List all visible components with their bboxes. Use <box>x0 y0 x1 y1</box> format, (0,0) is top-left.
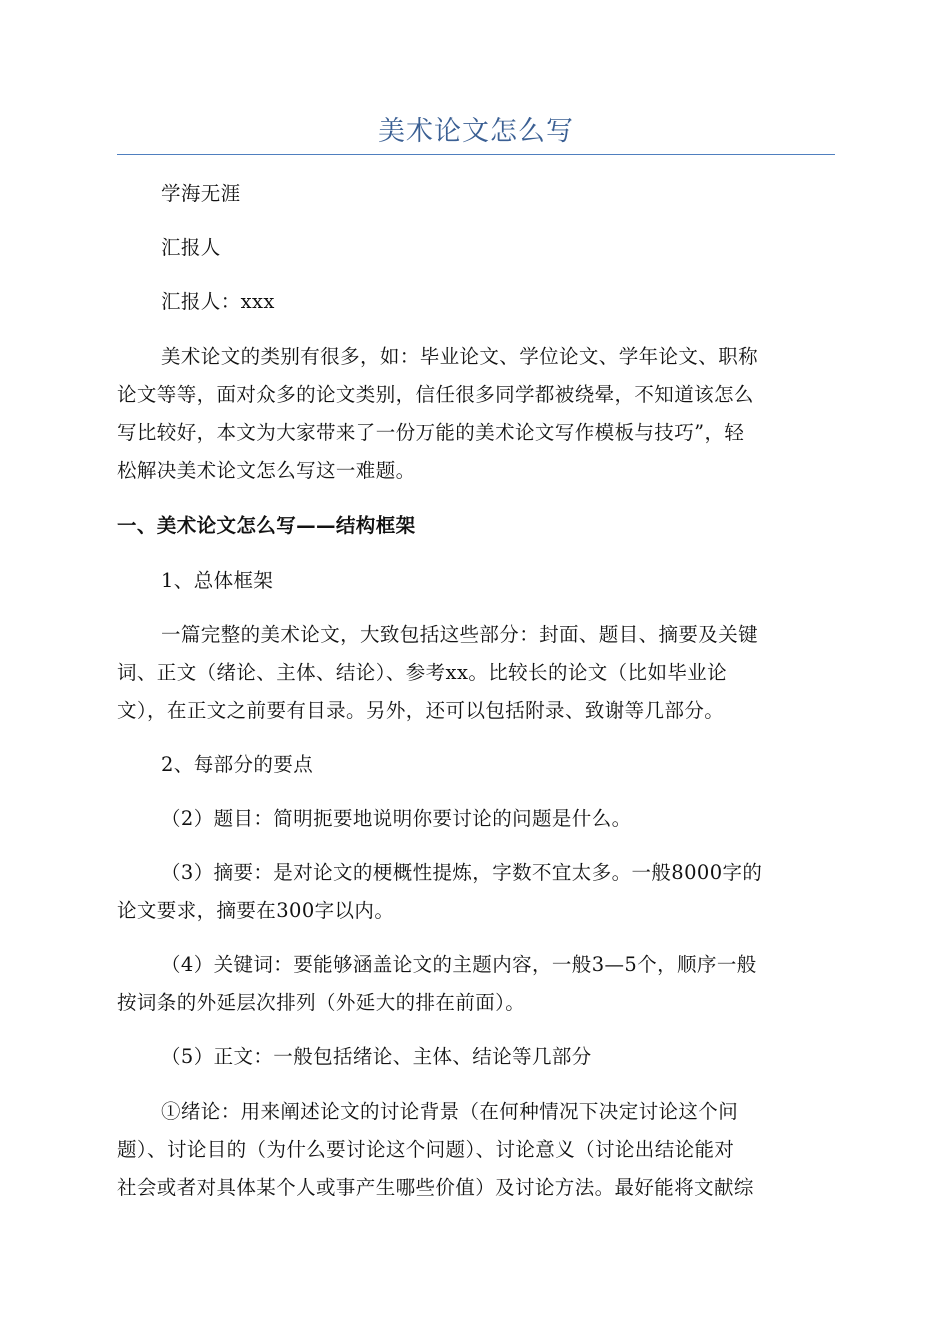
framework-line-2: 词、正文（绪论、主体、结论）、参考xx。比较长的论文（比如毕业论 <box>117 661 728 684</box>
point-body: （5）正文：一般包括绪论、主体、结论等几部分 <box>161 1045 592 1068</box>
intro-section-line-2: 题）、讨论目的（为什么要讨论这个问题）、讨论意义（讨论出结论能对 <box>117 1138 735 1161</box>
section-heading: 一、美术论文怎么写——结构框架 <box>117 514 416 537</box>
motto-line: 学海无涯 <box>161 182 241 205</box>
framework-line-3: 文），在正文之前要有目录。另外，还可以包括附录、致谢等几部分。 <box>117 699 725 722</box>
subsection-heading-1: 1、总体框架 <box>161 569 274 592</box>
intro-section-line-3: 社会或者对具体某个人或事产生哪些价值）及讨论方法。最好能将文献综 <box>117 1176 754 1199</box>
intro-line-3: 写比较好，本文为大家带来了一份万能的美术论文写作模板与技巧”，轻 <box>117 421 745 444</box>
intro-line-4: 松解决美术论文怎么写这一难题。 <box>117 459 416 482</box>
framework-line-1: 一篇完整的美术论文，大致包括这些部分：封面、题目、摘要及关键 <box>161 623 759 646</box>
title-underline <box>117 154 835 155</box>
point-abstract-line-2: 论文要求，摘要在300字以内。 <box>117 899 395 922</box>
point-keywords-line-1: （4）关键词：要能够涵盖论文的主题内容，一般3—5个，顺序一般 <box>161 953 757 976</box>
subsection-heading-2: 2、每部分的要点 <box>161 753 314 776</box>
intro-section-line-1: ①绪论：用来阐述论文的讨论背景（在何种情况下决定讨论这个问 <box>161 1100 739 1123</box>
document-title: 美术论文怎么写 <box>378 116 574 147</box>
reporter-name: 汇报人：xxx <box>161 290 275 313</box>
intro-line-2: 论文等等，面对众多的论文类别，信任很多同学都被绕晕，不知道该怎么 <box>117 383 754 406</box>
intro-line-1: 美术论文的类别有很多，如：毕业论文、学位论文、学年论文、职称 <box>161 345 759 368</box>
point-title: （2）题目：简明扼要地说明你要讨论的问题是什么。 <box>161 807 632 830</box>
point-keywords-line-2: 按词条的外延层次排列（外延大的排在前面）。 <box>117 991 526 1014</box>
point-abstract-line-1: （3）摘要：是对论文的梗概性提炼，字数不宜太多。一般8000字的 <box>161 861 763 884</box>
reporter-label: 汇报人 <box>161 236 221 259</box>
